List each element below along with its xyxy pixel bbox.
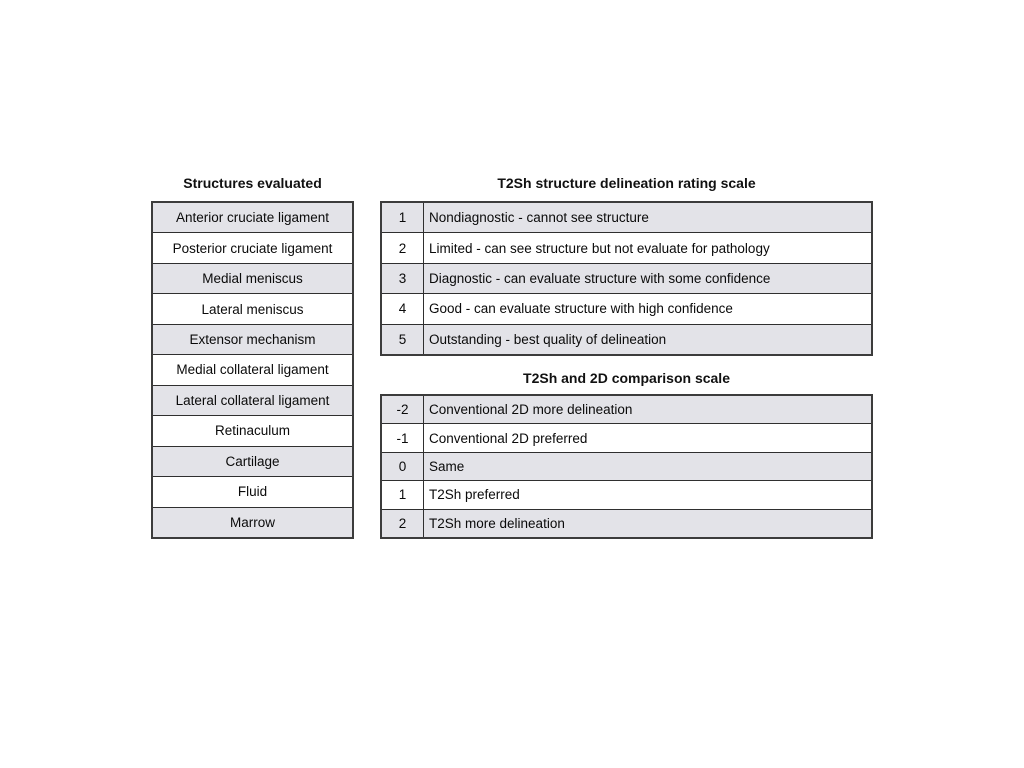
structure-name: Lateral collateral ligament [175,392,330,408]
delineation-rating-scale-table [380,201,873,356]
comparison-description: Conventional 2D more delineation [429,402,633,418]
comparison-description: Same [429,459,465,475]
structure-name: Marrow [229,514,275,530]
rating-description: Limited - can see structure but not evaluate for pathology [429,240,770,256]
structure-name: Fluid [237,484,268,500]
comparison-description: T2Sh preferred [429,487,520,503]
structure-name: Cartilage [225,453,280,469]
rating-score: 2 [382,233,424,262]
rating-description: Diagnostic - can evaluate structure with some confidence [429,271,771,287]
structure-row [153,476,352,506]
rating-row [382,232,871,262]
structure-row [153,446,352,476]
structure-name: Medial meniscus [202,271,303,287]
comparison-scale-table-title: T2Sh and 2D comparison scale [523,370,730,386]
structure-row [153,385,352,415]
rating-scale-table-title: T2Sh structure delineation rating scale [497,175,756,191]
rating-score: 4 [382,294,424,323]
structure-name: Posterior cruciate ligament [172,240,333,256]
structure-row [153,415,352,445]
comparison-row [382,452,871,480]
comparison-score: 0 [382,453,424,480]
rating-row [382,324,871,354]
rating-score: 3 [382,264,424,293]
comparison-row [382,423,871,451]
structure-row [153,263,352,293]
comparison-score: 1 [382,481,424,508]
structure-name: Lateral meniscus [201,301,304,317]
rating-description: Good - can evaluate structure with high confidence [429,301,733,317]
structure-name: Retinaculum [214,423,291,439]
comparison-row [382,480,871,508]
comparison-scale-table [380,394,873,539]
structure-row [153,324,352,354]
structure-name: Extensor mechanism [189,332,316,348]
comparison-description: T2Sh more delineation [429,515,565,531]
structure-row [153,507,352,537]
rating-description: Nondiagnostic - cannot see structure [429,210,649,226]
comparison-row [382,396,871,423]
structures-table-title: Structures evaluated [183,175,322,191]
comparison-row [382,509,871,537]
rating-score: 1 [382,203,424,232]
rating-score: 5 [382,325,424,354]
rating-row [382,203,871,232]
structure-name: Medial collateral ligament [176,362,329,378]
structure-row [153,293,352,323]
structure-row [153,232,352,262]
comparison-score: -1 [382,424,424,451]
comparison-score: -2 [382,396,424,423]
rating-row [382,263,871,293]
comparison-description: Conventional 2D preferred [429,430,588,446]
structure-name: Anterior cruciate ligament [175,210,330,226]
rating-row [382,293,871,323]
structure-row [153,354,352,384]
structures-evaluated-table [151,201,354,539]
structure-row [153,203,352,232]
rating-description: Outstanding - best quality of delineation [429,331,667,347]
comparison-score: 2 [382,510,424,537]
